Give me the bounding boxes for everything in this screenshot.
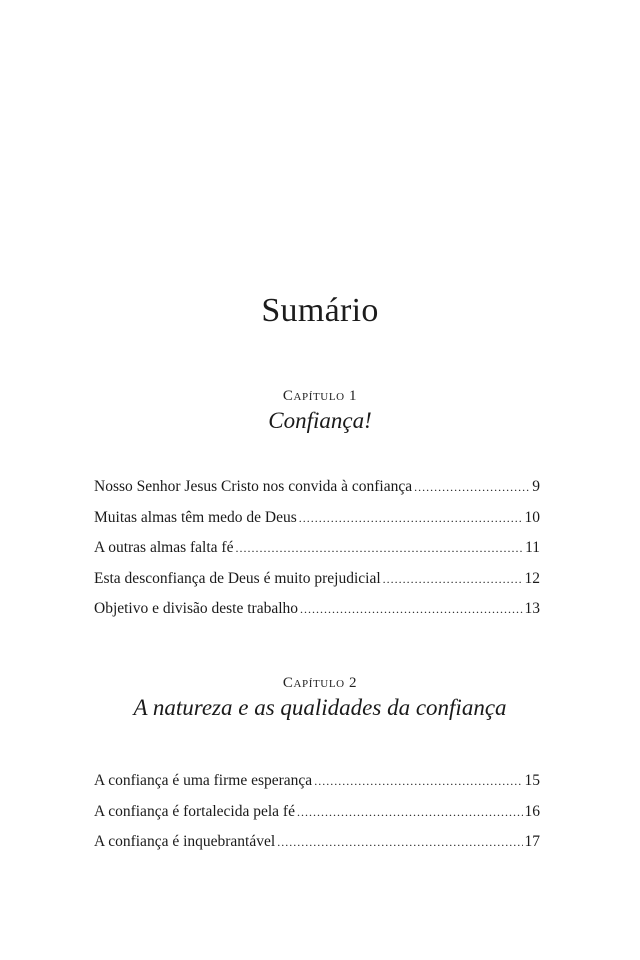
toc-entry-page: 11 bbox=[525, 539, 540, 556]
toc-entry[interactable] bbox=[94, 803, 540, 834]
toc-entry-text: Objetivo e divisão deste trabalho bbox=[94, 600, 299, 617]
toc-entry[interactable] bbox=[94, 570, 540, 601]
toc-entry-text: A confiança é uma firme esperança bbox=[94, 772, 313, 789]
toc-entry-text: Muitas almas têm medo de Deus bbox=[94, 508, 297, 526]
chapter-2-label: Capítulo 2 bbox=[282, 675, 358, 691]
chapter-1-heading bbox=[0, 386, 640, 436]
toc-entry-text: A confiança é inquebrantável bbox=[94, 833, 276, 850]
chapter-2-toc bbox=[94, 772, 540, 864]
toc-dot-leader bbox=[299, 511, 523, 526]
chapter-1-label: Capítulo 1 bbox=[282, 388, 358, 404]
toc-dot-leader bbox=[297, 805, 523, 820]
toc-entry-page: 17 bbox=[524, 833, 540, 850]
toc-entry-page: 9 bbox=[532, 478, 540, 495]
toc-entry-text: Nosso Senhor Jesus Cristo nos convida à confiança bbox=[94, 478, 413, 495]
toc-entry-text: A confiança é fortalecida pela fé bbox=[94, 802, 295, 820]
toc-dot-leader bbox=[314, 774, 522, 789]
chapter-1-title: Confiança! bbox=[268, 408, 372, 433]
chapter-1-toc bbox=[94, 478, 540, 631]
toc-entry[interactable] bbox=[94, 600, 540, 631]
toc-dot-leader bbox=[414, 480, 530, 495]
toc-entry-page: 12 bbox=[524, 569, 540, 587]
toc-entry[interactable] bbox=[94, 478, 540, 509]
toc-entry-page: 13 bbox=[524, 600, 540, 617]
toc-entry[interactable] bbox=[94, 772, 540, 803]
toc-dot-leader bbox=[277, 835, 522, 850]
toc-dot-leader bbox=[383, 572, 523, 587]
toc-dot-leader bbox=[300, 602, 522, 617]
toc-entry-page: 10 bbox=[524, 508, 540, 526]
chapter-2-heading bbox=[0, 673, 640, 723]
toc-entry-page: 15 bbox=[524, 772, 540, 789]
toc-entry-page: 16 bbox=[524, 802, 540, 820]
toc-entry-text: Esta desconfiança de Deus é muito prejudicial bbox=[94, 569, 381, 587]
toc-entry[interactable] bbox=[94, 509, 540, 540]
chapter-2-title: A natureza e as qualidades da confiança bbox=[133, 695, 507, 720]
toc-entry[interactable] bbox=[94, 833, 540, 864]
toc-entry-text: A outras almas falta fé bbox=[94, 539, 234, 556]
page-title: Sumário bbox=[261, 292, 379, 329]
toc-dot-leader bbox=[235, 541, 523, 556]
toc-entry[interactable] bbox=[94, 539, 540, 570]
